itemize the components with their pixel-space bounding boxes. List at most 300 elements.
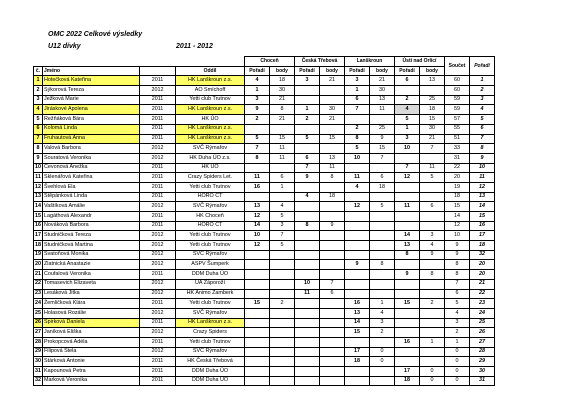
- header-row-columns: [34, 66, 495, 76]
- race-rank-cell: [345, 250, 370, 260]
- race-rank-cell: 18: [345, 357, 370, 367]
- race-points-cell: 25: [420, 95, 445, 105]
- race-rank-cell: [345, 241, 370, 251]
- birth-year-cell: 2012: [140, 279, 176, 289]
- race-points-cell: [420, 86, 445, 96]
- table-row: [34, 105, 495, 115]
- race-points-cell: 3: [420, 231, 445, 241]
- birth-year-cell: 2011: [140, 115, 176, 125]
- race-points-cell: [370, 163, 395, 173]
- race-rank-cell: [295, 357, 320, 367]
- race-points-cell: [270, 124, 295, 134]
- race-rank-cell: 16: [245, 182, 270, 192]
- race-rank-cell: 1: [245, 86, 270, 96]
- race-rank-cell: 11: [345, 173, 370, 183]
- race-rank-cell: 4: [245, 76, 270, 86]
- race-rank-cell: [395, 328, 420, 338]
- club-cell: HK Lanškroun z.s.: [176, 76, 245, 86]
- race-points-cell: 18: [420, 105, 445, 115]
- athlete-name-cell: Svatoňová Monika: [43, 250, 140, 260]
- race-header: Ústí nad Orlicí: [395, 57, 445, 67]
- race-rank-cell: [295, 144, 320, 154]
- row-number-cell: 11: [34, 173, 43, 183]
- race-points-cell: 0: [420, 367, 445, 377]
- race-rank-cell: 10: [395, 144, 420, 154]
- club-cell: AO Smíchoff: [176, 86, 245, 96]
- race-points-cell: 5: [270, 212, 295, 222]
- birth-year-cell: 2011: [140, 376, 176, 386]
- table-row: [34, 124, 495, 134]
- race-points-cell: [370, 115, 395, 125]
- final-rank-cell: 24: [470, 308, 495, 318]
- birth-year-cell: 2011: [140, 124, 176, 134]
- race-points-cell: 3: [270, 221, 295, 231]
- race-rank-cell: 6: [345, 95, 370, 105]
- birth-year-cell: 2011: [140, 357, 176, 367]
- row-number-cell: 6: [34, 124, 43, 134]
- race-points-cell: 5: [270, 241, 295, 251]
- row-number-cell: 7: [34, 134, 43, 144]
- race-rank-cell: [395, 192, 420, 202]
- race-rank-cell: 2: [295, 115, 320, 125]
- race-rank-cell: 7: [345, 105, 370, 115]
- row-number-cell: 14: [34, 202, 43, 212]
- final-rank-cell: 21: [470, 279, 495, 289]
- race-rank-cell: 12: [245, 212, 270, 222]
- race-points-cell: [320, 367, 345, 377]
- race-rank-cell: 18: [395, 376, 420, 386]
- final-rank-cell: 20: [470, 270, 495, 280]
- club-cell: HK Česká Třebová: [176, 357, 245, 367]
- row-number-cell: 8: [34, 144, 43, 154]
- table-row: [34, 299, 495, 309]
- race-points-cell: 0: [370, 347, 395, 357]
- race-rank-cell: [395, 221, 420, 231]
- race-rank-cell: [345, 231, 370, 241]
- sum-cell: 59: [445, 105, 470, 115]
- final-rank-cell: 3: [470, 95, 495, 105]
- sum-cell: 22: [445, 163, 470, 173]
- race-points-cell: [270, 318, 295, 328]
- athlete-name-cell: Coufalová Veronika: [43, 270, 140, 280]
- birth-year-cell: 2011: [140, 270, 176, 280]
- points-subheader: body: [370, 66, 395, 76]
- sum-cell: 12: [445, 221, 470, 231]
- table-row: [34, 115, 495, 125]
- final-rank-cell: 14: [470, 202, 495, 212]
- sum-cell: 3: [445, 318, 470, 328]
- race-rank-cell: [395, 357, 420, 367]
- sum-cell: 60: [445, 76, 470, 86]
- final-rank-cell: 8: [470, 144, 495, 154]
- race-points-cell: [420, 357, 445, 367]
- race-points-cell: [370, 192, 395, 202]
- final-rank-cell: 4: [470, 105, 495, 115]
- row-number-cell: 4: [34, 105, 43, 115]
- race-points-cell: [370, 367, 395, 377]
- race-points-cell: 21: [270, 115, 295, 125]
- table-row: [34, 163, 495, 173]
- race-points-cell: 2: [420, 299, 445, 309]
- final-rank-cell: 31: [470, 376, 495, 386]
- race-points-cell: [270, 270, 295, 280]
- row-number-cell: 23: [34, 289, 43, 299]
- race-rank-cell: 8: [295, 221, 320, 231]
- race-rank-cell: [345, 337, 370, 347]
- birth-year-cell: 2011: [140, 134, 176, 144]
- race-rank-cell: [295, 95, 320, 105]
- sum-cell: 15: [445, 202, 470, 212]
- row-number-cell: 1: [34, 76, 43, 86]
- race-points-cell: 8: [270, 105, 295, 115]
- final-rank-cell: 23: [470, 299, 495, 309]
- row-number-cell: 3: [34, 95, 43, 105]
- race-points-cell: 21: [370, 76, 395, 86]
- race-rank-cell: 14: [345, 318, 370, 328]
- sum-cell: 31: [445, 153, 470, 163]
- athlete-name-cell: Souratová Veronika: [43, 153, 140, 163]
- race-points-cell: 0: [370, 357, 395, 367]
- club-cell: HK Lanškroun z.s.: [176, 318, 245, 328]
- birth-year-cell: 2012: [140, 153, 176, 163]
- final-rank-cell: 29: [470, 357, 495, 367]
- final-rank-cell: 2: [470, 86, 495, 96]
- club-cell: HK Choceň: [176, 212, 245, 222]
- race-points-cell: [320, 328, 345, 338]
- race-points-cell: [320, 86, 345, 96]
- final-rank-cell: 27: [470, 337, 495, 347]
- sum-cell: 4: [445, 308, 470, 318]
- race-rank-cell: [245, 260, 270, 270]
- club-cell: SVČ Rýmařov: [176, 347, 245, 357]
- race-points-cell: [370, 250, 395, 260]
- athlete-name-cell: Sýkorová Tereza: [43, 86, 140, 96]
- race-rank-cell: [295, 299, 320, 309]
- club-cell: DDM Duha ÚO: [176, 270, 245, 280]
- athlete-name-cell: Prokopcová Adéla: [43, 337, 140, 347]
- race-rank-cell: [395, 182, 420, 192]
- sum-cell: 6: [445, 289, 470, 299]
- sum-cell: 57: [445, 115, 470, 125]
- points-subheader: body: [320, 66, 345, 76]
- athlete-name-cell: Hotečková Kateřina: [43, 76, 140, 86]
- race-points-cell: [270, 328, 295, 338]
- athlete-name-cell: Tomasevich Elizaveta: [43, 279, 140, 289]
- race-rank-cell: [295, 202, 320, 212]
- race-points-cell: 7: [420, 144, 445, 154]
- final-rank-cell: 15: [470, 212, 495, 222]
- table-row: [34, 289, 495, 299]
- race-rank-cell: [345, 367, 370, 377]
- race-rank-cell: 3: [345, 76, 370, 86]
- race-points-cell: 1: [420, 337, 445, 347]
- race-points-cell: [320, 337, 345, 347]
- race-points-cell: 11: [320, 163, 345, 173]
- race-rank-cell: 11: [395, 202, 420, 212]
- race-points-cell: [320, 347, 345, 357]
- row-number-cell: 2: [34, 86, 43, 96]
- row-number-cell: 32: [34, 376, 43, 386]
- table-row: [34, 134, 495, 144]
- table-row: [34, 144, 495, 154]
- sum-header: Součet: [445, 57, 470, 76]
- race-points-cell: [370, 279, 395, 289]
- race-points-cell: [420, 308, 445, 318]
- season-label: 2011 - 2012: [176, 43, 213, 50]
- race-points-cell: 6: [270, 173, 295, 183]
- athlete-name-cell: Holasová Rozálie: [43, 308, 140, 318]
- athlete-name-cell: Špirková Daniela: [43, 318, 140, 328]
- race-points-cell: 11: [420, 163, 445, 173]
- birth-year-cell: 2012: [140, 289, 176, 299]
- final-rank-cell: 6: [470, 124, 495, 134]
- club-cell: Crazy Spiders: [176, 328, 245, 338]
- race-points-cell: [320, 124, 345, 134]
- race-points-cell: 5: [420, 173, 445, 183]
- race-header: Česká Třebová: [295, 57, 345, 67]
- race-points-cell: [370, 221, 395, 231]
- birth-year-cell: 2012: [140, 202, 176, 212]
- row-number-cell: 28: [34, 337, 43, 347]
- table-row: [34, 318, 495, 328]
- race-points-cell: 25: [370, 124, 395, 134]
- race-rank-cell: 9: [295, 173, 320, 183]
- race-points-cell: [420, 347, 445, 357]
- race-points-cell: [320, 308, 345, 318]
- race-points-cell: [270, 308, 295, 318]
- race-rank-cell: [245, 250, 270, 260]
- club-cell: Yetti club Trutnov: [176, 241, 245, 251]
- race-points-cell: 8: [320, 173, 345, 183]
- race-points-cell: 21: [420, 134, 445, 144]
- table-row: [34, 308, 495, 318]
- athlete-name-cell: Režňáková Bára: [43, 115, 140, 125]
- row-number-cell: 5: [34, 115, 43, 125]
- race-rank-cell: [345, 192, 370, 202]
- race-points-cell: 30: [370, 86, 395, 96]
- race-rank-cell: [245, 308, 270, 318]
- race-points-cell: [270, 279, 295, 289]
- race-rank-cell: [395, 212, 420, 222]
- final-rank-header: Pořadí: [470, 57, 495, 76]
- race-points-cell: [270, 260, 295, 270]
- race-points-cell: [420, 279, 445, 289]
- race-rank-cell: [245, 357, 270, 367]
- race-rank-cell: 14: [395, 231, 420, 241]
- club-cell: Crazy Spiders Let.: [176, 173, 245, 183]
- race-points-cell: [270, 163, 295, 173]
- race-rank-cell: [295, 86, 320, 96]
- row-number-cell: 17: [34, 231, 43, 241]
- sum-cell: 20: [445, 173, 470, 183]
- race-points-cell: 2: [370, 328, 395, 338]
- birth-year-cell: 2011: [140, 95, 176, 105]
- race-points-cell: 11: [270, 144, 295, 154]
- race-points-cell: 30: [320, 105, 345, 115]
- final-rank-cell: 18: [470, 241, 495, 251]
- athlete-name-cell: Kolomá Linda: [43, 124, 140, 134]
- race-points-cell: 3: [370, 318, 395, 328]
- race-rank-cell: [245, 337, 270, 347]
- birth-year-cell: 2011: [140, 318, 176, 328]
- final-rank-cell: 7: [470, 134, 495, 144]
- race-rank-cell: 5: [395, 115, 420, 125]
- athlete-name-cell: Filipová Stela: [43, 347, 140, 357]
- race-rank-cell: [295, 260, 320, 270]
- club-cell: HK Lanškroun z.s.: [176, 105, 245, 115]
- race-rank-cell: [295, 231, 320, 241]
- race-rank-cell: [345, 270, 370, 280]
- race-points-cell: [320, 250, 345, 260]
- birth-year-cell: 2012: [140, 250, 176, 260]
- rank-subheader: Pořadí: [295, 66, 320, 76]
- race-points-cell: [420, 192, 445, 202]
- birth-year-cell: 2012: [140, 308, 176, 318]
- race-rank-cell: 15: [345, 328, 370, 338]
- race-points-cell: [320, 299, 345, 309]
- final-rank-cell: 20: [470, 260, 495, 270]
- birth-year-cell: 2012: [140, 231, 176, 241]
- sum-cell: 59: [445, 95, 470, 105]
- race-rank-cell: 11: [295, 289, 320, 299]
- table-row: [34, 279, 495, 289]
- race-points-cell: [320, 144, 345, 154]
- race-points-cell: 18: [320, 192, 345, 202]
- final-rank-cell: 5: [470, 115, 495, 125]
- race-points-cell: 1: [370, 299, 395, 309]
- sum-cell: 55: [445, 124, 470, 134]
- race-points-cell: [370, 231, 395, 241]
- race-rank-cell: 3: [245, 95, 270, 105]
- sum-cell: 51: [445, 134, 470, 144]
- race-rank-cell: 4: [395, 105, 420, 115]
- race-points-cell: [370, 241, 395, 251]
- race-rank-cell: [295, 347, 320, 357]
- race-rank-cell: 13: [395, 241, 420, 251]
- race-rank-cell: [295, 376, 320, 386]
- race-rank-cell: 17: [345, 347, 370, 357]
- athlete-name-cell: Sklenářová Kateřina: [43, 173, 140, 183]
- race-points-cell: 6: [420, 202, 445, 212]
- race-rank-cell: 16: [345, 299, 370, 309]
- row-number-cell: 9: [34, 153, 43, 163]
- birth-year-cell: 2011: [140, 337, 176, 347]
- race-points-cell: 6: [370, 173, 395, 183]
- race-rank-cell: [395, 153, 420, 163]
- club-cell: ASPV Šumperk: [176, 260, 245, 270]
- race-points-cell: 15: [420, 115, 445, 125]
- race-points-cell: [320, 212, 345, 222]
- sum-cell: 60: [445, 86, 470, 96]
- table-row: [34, 231, 495, 241]
- final-rank-cell: 17: [470, 231, 495, 241]
- race-points-cell: [420, 182, 445, 192]
- sum-cell: 5: [445, 299, 470, 309]
- table-row: [34, 212, 495, 222]
- athlete-name-cell: Stárková Antonie: [43, 357, 140, 367]
- athlete-name-cell: Zlatnická Anastazie: [43, 260, 140, 270]
- race-rank-cell: 9: [245, 105, 270, 115]
- race-points-cell: 4: [270, 202, 295, 212]
- race-points-cell: 30: [420, 124, 445, 134]
- birth-year-cell: 2012: [140, 347, 176, 357]
- race-rank-cell: [295, 318, 320, 328]
- sum-cell: 9: [445, 250, 470, 260]
- table-row: [34, 182, 495, 192]
- race-rank-cell: [345, 163, 370, 173]
- race-rank-cell: [295, 308, 320, 318]
- race-points-cell: [320, 357, 345, 367]
- table-row: [34, 357, 495, 367]
- race-rank-cell: [245, 328, 270, 338]
- race-rank-cell: 10: [295, 279, 320, 289]
- race-points-cell: 8: [370, 260, 395, 270]
- race-points-cell: 30: [270, 86, 295, 96]
- race-rank-cell: 16: [395, 337, 420, 347]
- club-cell: HK Lanškroun z.s.: [176, 124, 245, 134]
- sum-cell: 1: [445, 337, 470, 347]
- athlete-name-cell: Kapounová Petra: [43, 367, 140, 377]
- birth-year-cell: 2011: [140, 367, 176, 377]
- row-number-cell: 15: [34, 212, 43, 222]
- race-points-cell: 5: [370, 202, 395, 212]
- race-points-cell: 18: [370, 182, 395, 192]
- race-points-cell: [270, 347, 295, 357]
- race-rank-cell: [245, 347, 270, 357]
- race-points-cell: [270, 192, 295, 202]
- race-rank-cell: 5: [345, 144, 370, 154]
- athlete-name-cell: Fruhautová Anna: [43, 134, 140, 144]
- race-points-cell: 21: [270, 95, 295, 105]
- race-points-cell: [320, 376, 345, 386]
- race-rank-cell: [345, 221, 370, 231]
- race-rank-cell: 12: [395, 173, 420, 183]
- race-points-cell: [320, 95, 345, 105]
- row-number-cell: 31: [34, 367, 43, 377]
- table-row: [34, 270, 495, 280]
- race-rank-cell: [295, 250, 320, 260]
- race-points-cell: 0: [420, 376, 445, 386]
- race-points-cell: 18: [270, 76, 295, 86]
- athlete-name-cell: Marková Veronika: [43, 376, 140, 386]
- race-rank-cell: 1: [395, 124, 420, 134]
- table-row: [34, 173, 495, 183]
- race-points-cell: 11: [270, 153, 295, 163]
- race-points-cell: [320, 260, 345, 270]
- race-points-cell: 9: [420, 250, 445, 260]
- race-rank-cell: [295, 182, 320, 192]
- sum-cell: 2: [445, 328, 470, 338]
- race-rank-cell: 14: [245, 221, 270, 231]
- birth-year-cell: 2012: [140, 144, 176, 154]
- birth-year-cell: 2011: [140, 76, 176, 86]
- race-points-cell: [320, 270, 345, 280]
- race-points-cell: [320, 182, 345, 192]
- race-rank-cell: 13: [245, 202, 270, 212]
- race-points-cell: 21: [320, 76, 345, 86]
- race-rank-cell: [245, 289, 270, 299]
- race-points-cell: [270, 289, 295, 299]
- club-cell: DDM Duha ÚO: [176, 376, 245, 386]
- race-rank-cell: [395, 279, 420, 289]
- row-number-cell: 18: [34, 241, 43, 251]
- athlete-name-cell: Čevonová Anežka: [43, 163, 140, 173]
- points-subheader: body: [420, 66, 445, 76]
- athlete-name-cell: Jiráskové Apolena: [43, 105, 140, 115]
- athlete-name-cell: Švehlová Ela: [43, 182, 140, 192]
- club-cell: HK ÚO: [176, 163, 245, 173]
- club-cell: HK Lanškroun z.s.: [176, 134, 245, 144]
